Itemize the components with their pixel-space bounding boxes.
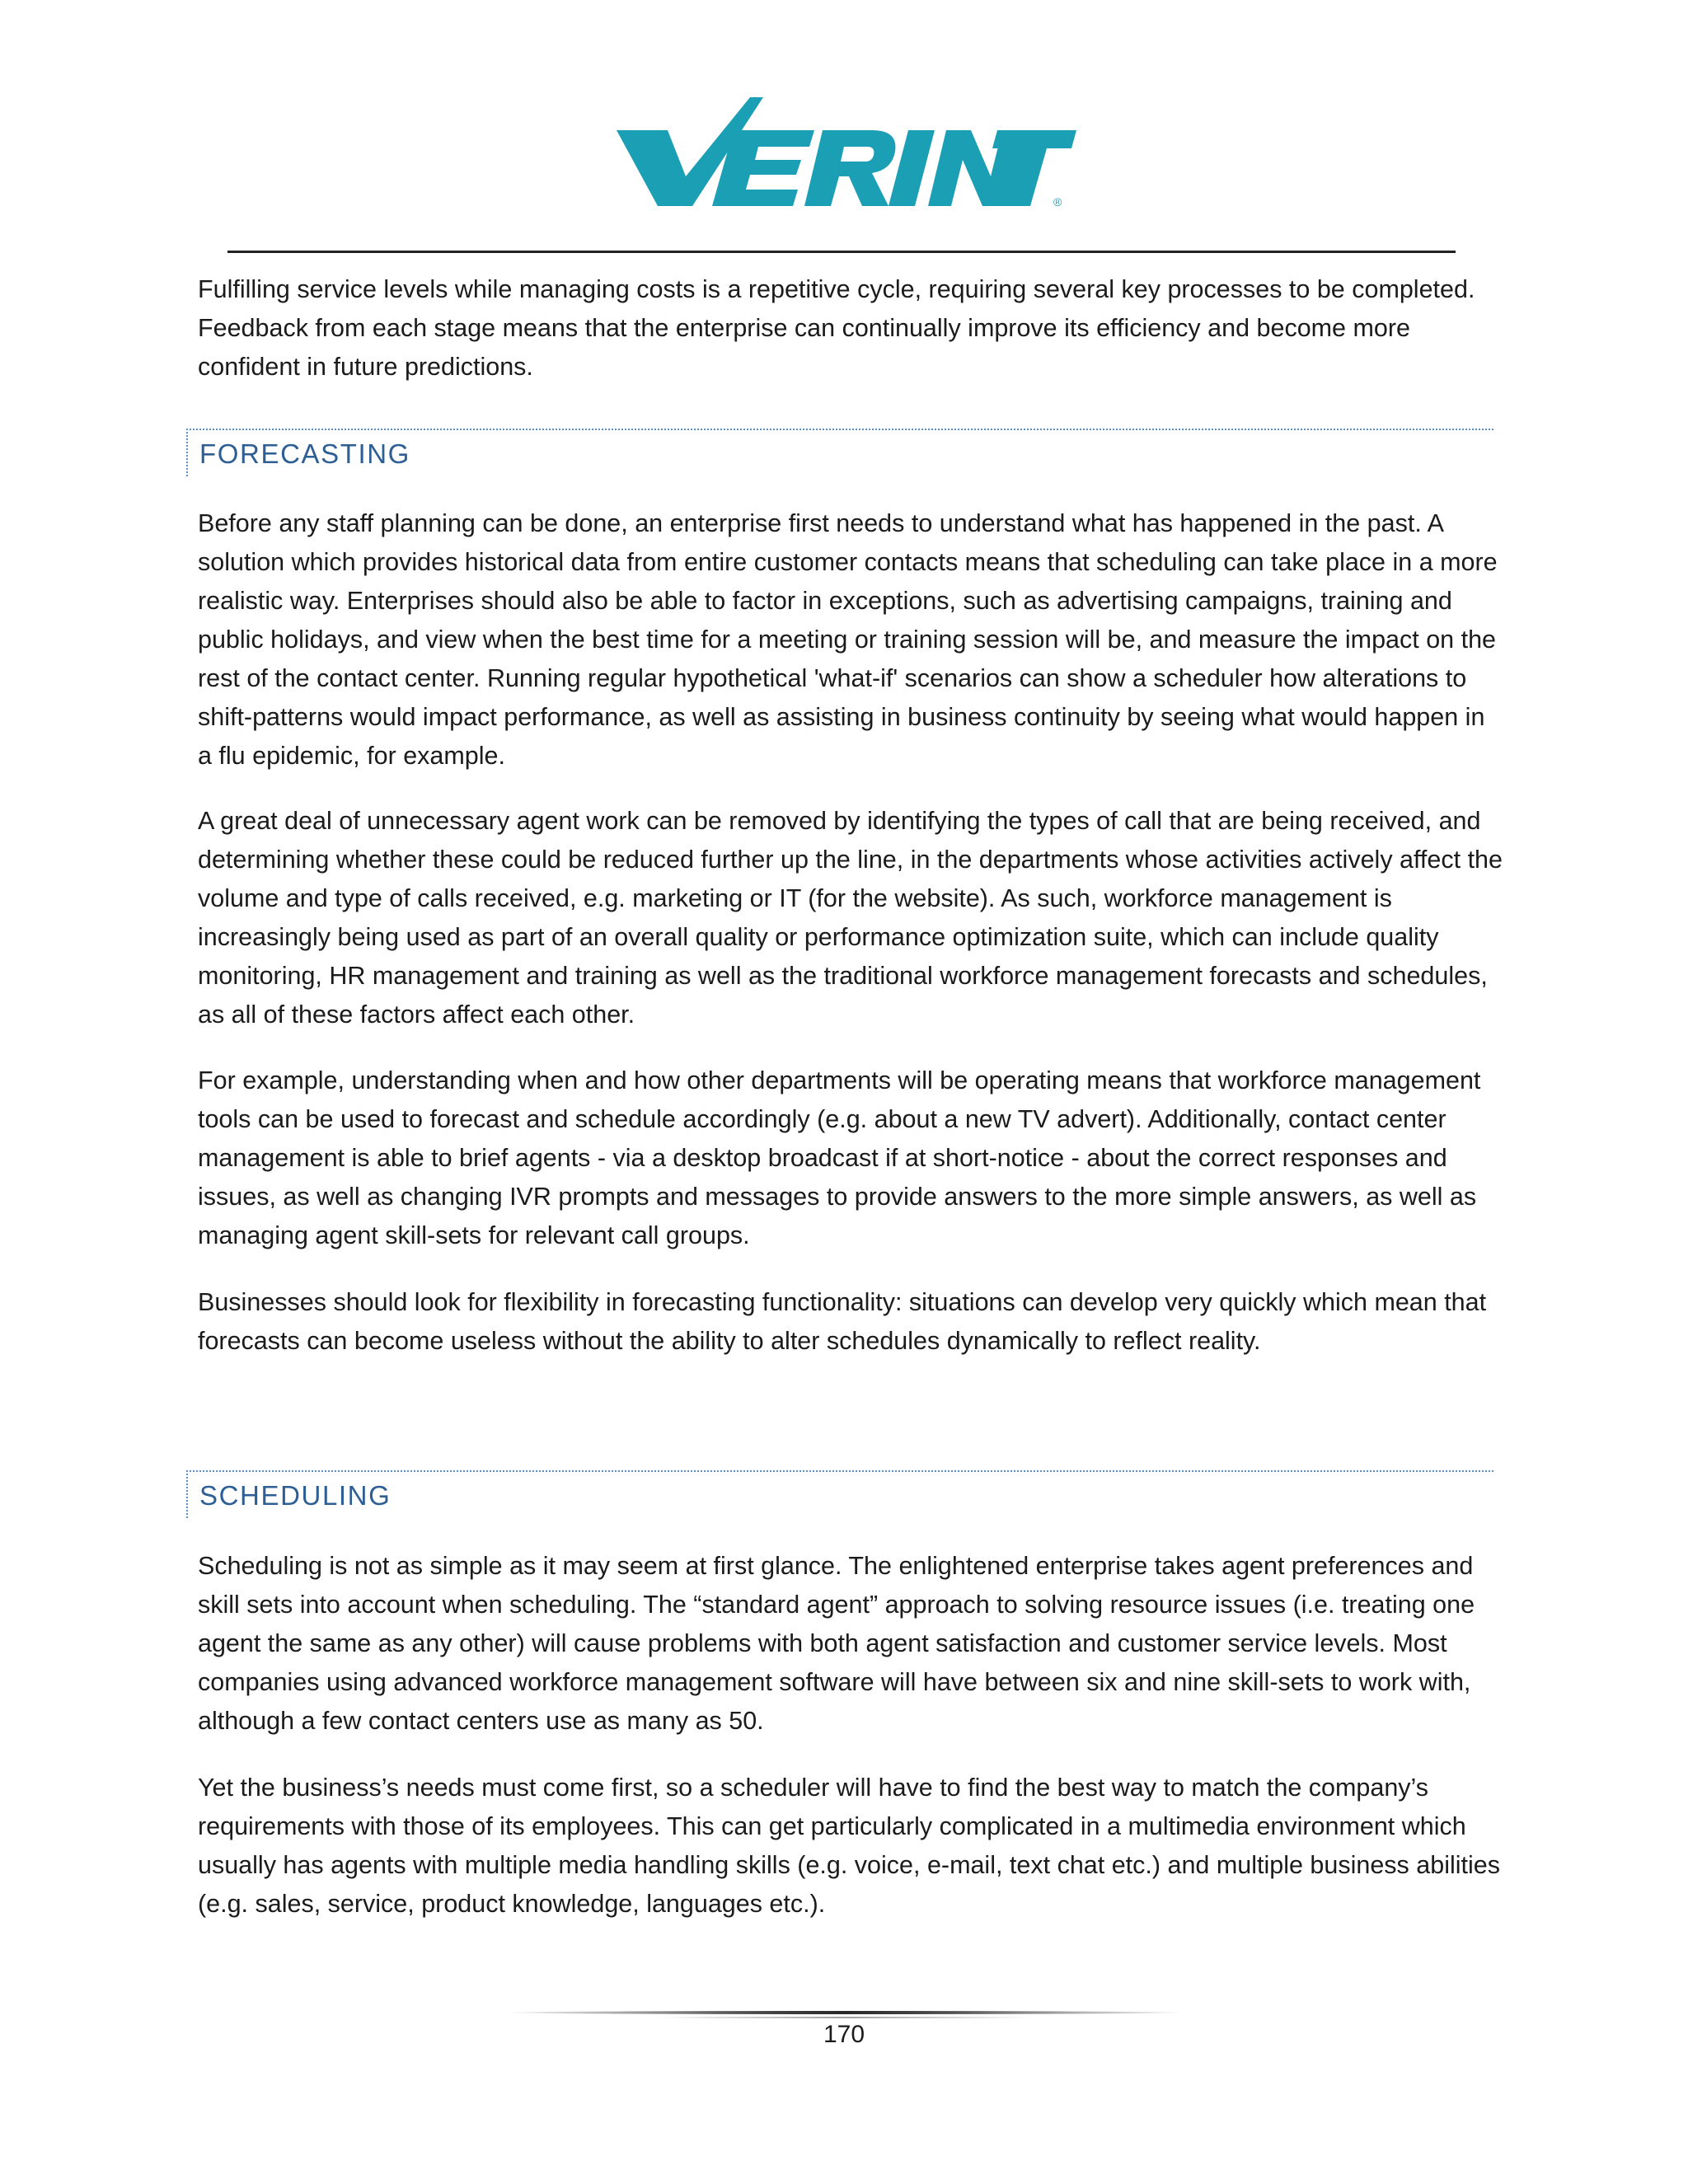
- scheduling-section-heading: [186, 1470, 1493, 1518]
- page-number: 170: [823, 2021, 865, 2048]
- footer-divider: [503, 2011, 1187, 2014]
- intro-paragraph: Fulfilling service levels while managing costs is a repetitive cycle, requiring several key processes to be completed. Feedback from each stage means that the enterprise can continually improve its efficiency and become more confident in future predictions.: [198, 275, 1475, 381]
- registered-mark: ®: [1053, 195, 1062, 209]
- footer-divider-shadow: [659, 2017, 1030, 2018]
- scheduling-paragraph-1: Scheduling is not as simple as it may seem at first glance. The enlightened enterprise takes agent preferences and skill sets into account when scheduling. The “standard agent” approach to solving resource issues (i.e. treating one agent the same as any other) will cause problems with both agent satisfaction and customer service levels. Most companies using advanced workforce management software will have between six and nine skill-sets to work with, although a few contact centers use as many as 50.: [198, 1552, 1475, 1735]
- verint-logo: [610, 91, 1080, 214]
- scheduling-paragraph-2: Yet the business’s needs must come first, so a scheduler will have to find the best way to match the company’s requirements with those of its employees. This can get particularly complicated in a multimedia environment which usually has agents with multiple media handling skills (e.g. voice, e-mail, text chat etc.) and multiple business abilities (e.g. sales, service, product knowledge, languages etc.).: [198, 1774, 1500, 1918]
- forecasting-paragraph-2: A great deal of unnecessary agent work can be removed by identifying the types of call that are being received, and determining whether these could be reduced further up the line, in the departments whose activities actively affect the volume and type of calls received, e.g. marketing or IT (for the website). As such, workforce management is increasingly being used as part of an overall quality or performance optimization suite, which can include quality monitoring, HR management and training as well as the traditional workforce management forecasts and schedules, as all of these factors affect each other.: [198, 807, 1503, 1029]
- forecasting-paragraph-3: For example, understanding when and how other departments will be operating means that workforce management tools can be used to forecast and schedule accordingly (e.g. about a new TV advert). Additionally, contact center management is able to brief agents - via a desktop broadcast if at short-notice - about the correct responses and issues, as well as changing IVR prompts and messages to provide answers to the more simple answers, as well as managing agent skill-sets for relevant call groups.: [198, 1066, 1481, 1249]
- forecasting-paragraph-4: Businesses should look for flexibility in forecasting functionality: situations can develop very quickly which mean that forecasts can become useless without the ability to alter schedules dynamically to reflect reality.: [198, 1288, 1487, 1355]
- forecasting-paragraph-1: Before any staff planning can be done, an enterprise first needs to understand what has happened in the past. A solution which provides historical data from entire customer contacts means that scheduling can take place in a more realistic way. Enterprises should also be able to factor in exceptions, such as advertising campaigns, training and public holidays, and view when the best time for a meeting or training session will be, and measure the impact on the rest of the contact center. Running regular hypothetical 'what-if' scenarios can show a scheduler how alterations to shift-patterns would impact performance, as well as assisting in business continuity by seeing what would happen in a flu epidemic, for example.: [198, 509, 1498, 770]
- forecasting-section-heading: [186, 429, 1493, 476]
- scheduling-heading-text: SCHEDULING: [199, 1480, 392, 1511]
- header-divider: [227, 251, 1456, 253]
- forecasting-heading-text: FORECASTING: [199, 438, 410, 469]
